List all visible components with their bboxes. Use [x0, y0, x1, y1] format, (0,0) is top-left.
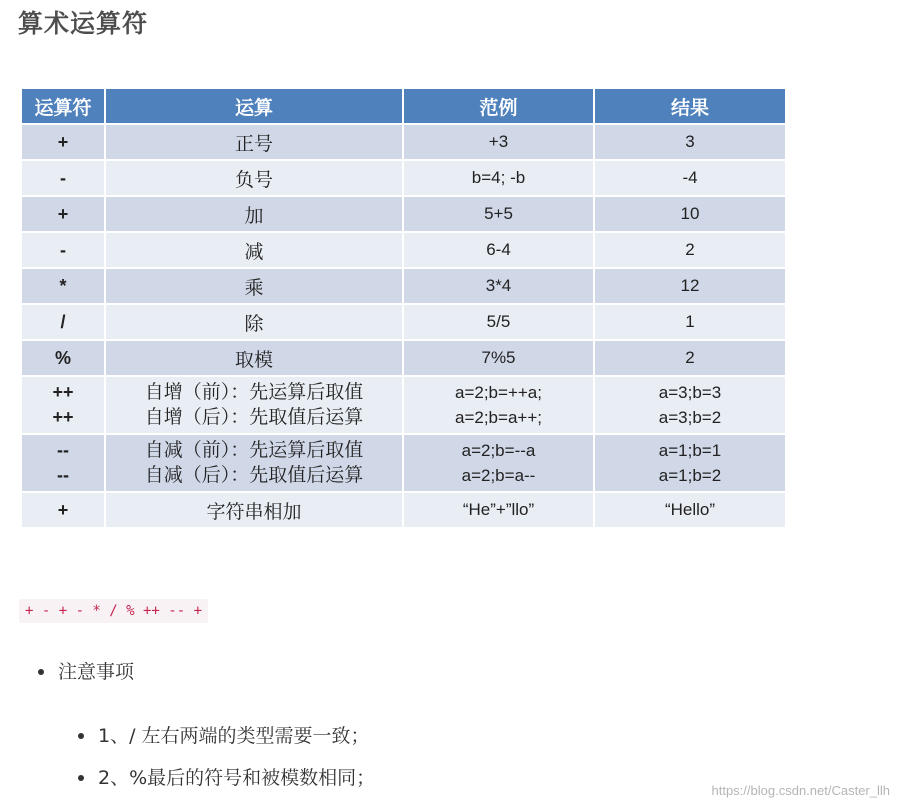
cell-operator: % [21, 340, 105, 376]
notes-list [38, 658, 134, 686]
cell-operator: + [21, 124, 105, 160]
cell-operation: 乘 [105, 268, 403, 304]
note-text: 2、%最后的符号和被模数相同； [98, 767, 376, 789]
cell-result: 10 [594, 196, 786, 232]
cell-operator: - [21, 160, 105, 196]
table-row [21, 304, 786, 340]
table-row [21, 268, 786, 304]
cell-operator [21, 434, 105, 492]
list-item [78, 722, 375, 750]
cell-line: a=3;b=3 [658, 383, 722, 402]
cell-example: 7%5 [403, 340, 594, 376]
cell-line: a=3;b=2 [658, 408, 722, 427]
cell-result: 1 [594, 304, 786, 340]
notes-sublist [78, 722, 375, 806]
cell-line: a=1;b=1 [658, 441, 722, 460]
cell-line: 自减（前）：先运算后取值 [144, 439, 364, 461]
cell-operation [105, 434, 403, 492]
table-header-row [21, 88, 786, 124]
cell-result [594, 376, 786, 434]
cell-line: a=1;b=2 [658, 466, 722, 485]
operators-table [20, 87, 787, 529]
cell-operation: 减 [105, 232, 403, 268]
table-row [21, 376, 786, 434]
cell-operation: 正号 [105, 124, 403, 160]
cell-result: “Hello” [594, 492, 786, 528]
table-row [21, 124, 786, 160]
cell-operation: 除 [105, 304, 403, 340]
cell-line: a=2;b=++a; [455, 383, 542, 402]
notes-title: 注意事项 [58, 661, 135, 683]
table-row [21, 160, 786, 196]
cell-example: +3 [403, 124, 594, 160]
watermark: https://blog.csdn.net/Caster_llh [711, 783, 890, 798]
cell-example: 5+5 [403, 196, 594, 232]
cell-result [594, 434, 786, 492]
table-row [21, 340, 786, 376]
cell-line: -- [57, 440, 69, 460]
cell-operator: / [21, 304, 105, 340]
cell-example: 5/5 [403, 304, 594, 340]
cell-operator: + [21, 196, 105, 232]
cell-operation: 取模 [105, 340, 403, 376]
cell-result: 3 [594, 124, 786, 160]
cell-line: 自增（后）：先取值后运算 [144, 406, 364, 428]
cell-example: 3*4 [403, 268, 594, 304]
cell-line: ++ [52, 382, 74, 402]
cell-example [403, 376, 594, 434]
cell-line: -- [57, 465, 69, 485]
cell-example [403, 434, 594, 492]
table-row [21, 196, 786, 232]
cell-line: a=2;b=--a [461, 441, 536, 460]
header-result: 结果 [594, 88, 786, 124]
bullet-icon [78, 733, 84, 739]
page-title: 算术运算符 [18, 9, 149, 38]
header-example: 范例 [403, 88, 594, 124]
cell-example: 6-4 [403, 232, 594, 268]
cell-line: ++ [52, 407, 74, 427]
table-row [21, 232, 786, 268]
inline-code: + - + - * / % ++ -- + [19, 599, 208, 623]
cell-operation [105, 376, 403, 434]
cell-result: -4 [594, 160, 786, 196]
cell-result: 2 [594, 232, 786, 268]
bullet-icon [38, 669, 44, 675]
cell-operator [21, 376, 105, 434]
cell-line: 自减（后）：先取值后运算 [144, 464, 364, 486]
header-operator: 运算符 [21, 88, 105, 124]
cell-operator: * [21, 268, 105, 304]
cell-operation: 字符串相加 [105, 492, 403, 528]
header-operation: 运算 [105, 88, 403, 124]
cell-result: 12 [594, 268, 786, 304]
bullet-icon [78, 775, 84, 781]
table-row [21, 492, 786, 528]
cell-operation: 负号 [105, 160, 403, 196]
list-item [38, 658, 134, 686]
cell-line: a=2;b=a++; [455, 408, 542, 427]
list-item [78, 764, 375, 792]
note-text: 1、/ 左右两端的类型需要一致； [98, 725, 370, 747]
cell-operator: - [21, 232, 105, 268]
cell-line: 自增（前）：先运算后取值 [144, 381, 364, 403]
cell-operation: 加 [105, 196, 403, 232]
cell-result: 2 [594, 340, 786, 376]
cell-example: b=4; -b [403, 160, 594, 196]
cell-example: “He”+”llo” [403, 492, 594, 528]
cell-line: a=2;b=a-- [461, 466, 536, 485]
cell-operator: + [21, 492, 105, 528]
table-row [21, 434, 786, 492]
